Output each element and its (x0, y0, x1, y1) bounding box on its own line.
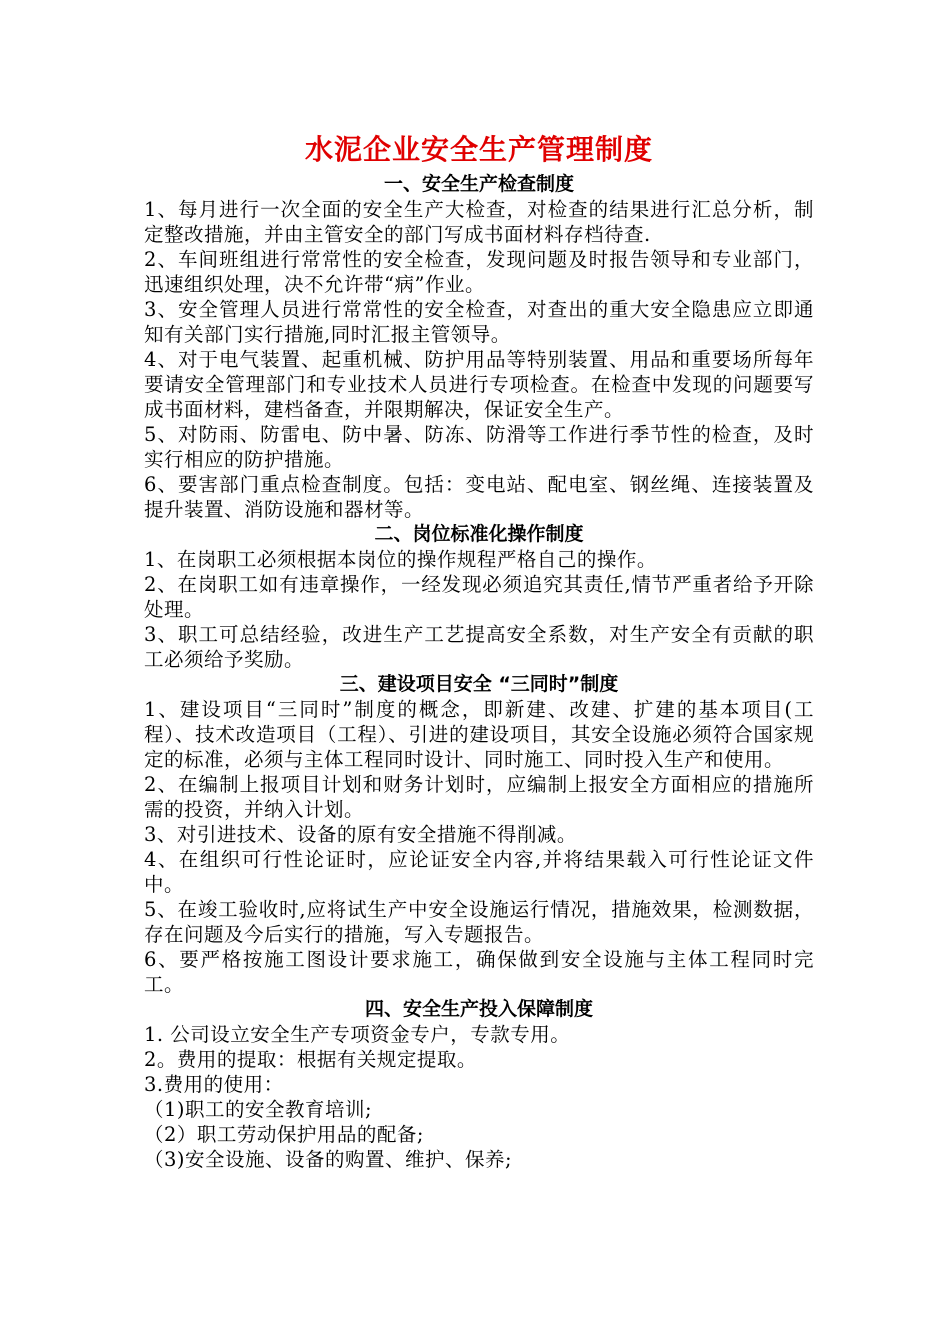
paragraph: 2、在编制上报项目计划和财务计划时，应编制上报安全方面相应的措施所需的投资，并纳入计划。 (144, 773, 814, 821)
paragraph: 2、在岗职工如有违章操作，一经发现必须追究其责任,情节严重者给予开除处理。 (144, 573, 814, 621)
paragraph: 5、对防雨、防雷电、防中暑、防冻、防滑等工作进行季节性的检查，及时实行相应的防护措施。 (144, 423, 814, 471)
section-three-simultaneous (144, 672, 814, 997)
paragraph: 6、要严格按施工图设计要求施工，确保做到安全设施与主体工程同时完工。 (144, 948, 814, 996)
paragraph: 1、在岗职工必须根据本岗位的操作规程严格自己的操作。 (144, 548, 657, 571)
section-safety-inspection (144, 172, 814, 522)
paragraph: 4、在组织可行性论证时，应论证安全内容,并将结果载入可行性论证文件中。 (144, 848, 814, 896)
paragraph: 6、要害部门重点检查制度。包括：变电站、配电室、钢丝绳、连接装置及提升装置、消防设施和器材等。 (144, 473, 814, 521)
paragraph: （3)安全设施、设备的购置、维护、保养; (144, 1148, 513, 1171)
paragraph: 2、车间班组进行常常性的安全检查，发现问题及时报告领导和专业部门，迅速组织处理，决不允许带“病”作业。 (144, 248, 814, 296)
paragraph: 3、对引进技术、设备的原有安全措施不得削减。 (144, 823, 577, 846)
paragraph: （1)职工的安全教育培训; (144, 1098, 373, 1121)
paragraph: （2）职工劳动保护用品的配备; (144, 1123, 424, 1146)
paragraph: 1. 公司设立安全生产专项资金专户，专款专用。 (144, 1023, 571, 1046)
document-title: 水泥企业安全生产管理制度 (304, 133, 653, 166)
document-page (144, 128, 814, 1172)
paragraph: 2。费用的提取：根据有关规定提取。 (144, 1048, 477, 1071)
paragraph: 3、职工可总结经验，改进生产工艺提高安全系数，对生产安全有贡献的职工必须给予奖励。 (144, 623, 814, 671)
paragraph: 3.费用的使用： (144, 1073, 284, 1096)
section-investment-guarantee (144, 997, 814, 1172)
paragraph: 3、安全管理人员进行常常性的安全检查，对查出的重大安全隐患应立即通知有关部门实行措施,同时汇报主管领导。 (144, 298, 814, 346)
paragraph: 5、在竣工验收时,应将试生产中安全设施运行情况，措施效果，检测数据，存在问题及今后实行的措施，写入专题报告。 (144, 898, 814, 946)
paragraph: 1、每月进行一次全面的安全生产大检查，对检查的结果进行汇总分析，制定整改措施，并由主管安全的部门写成书面材料存档待查. (144, 198, 814, 246)
section-heading: 二、岗位标准化操作制度 (374, 523, 584, 545)
paragraph: 4、对于电气装置、起重机械、防护用品等特别装置、用品和重要场所每年要请安全管理部门和专业技术人员进行专项检查。在检查中发现的问题要写成书面材料，建档备查，并限期解决，保证安全生产。 (144, 348, 814, 421)
section-heading: 三、建设项目安全 “三同时”制度 (339, 673, 619, 695)
section-heading: 四、安全生产投入保障制度 (364, 998, 593, 1020)
paragraph: 1、建设项目“三同时”制度的概念，即新建、改建、扩建的基本项目(工程）、技术改造项目（工程）、引进的建设项目，其安全设施必须符合国家规定的标准，必须与主体工程同时设计、同时施工、同时投入生产和使用。 (144, 698, 814, 771)
section-standard-operation (144, 522, 814, 672)
section-heading: 一、安全生产检查制度 (383, 173, 574, 195)
